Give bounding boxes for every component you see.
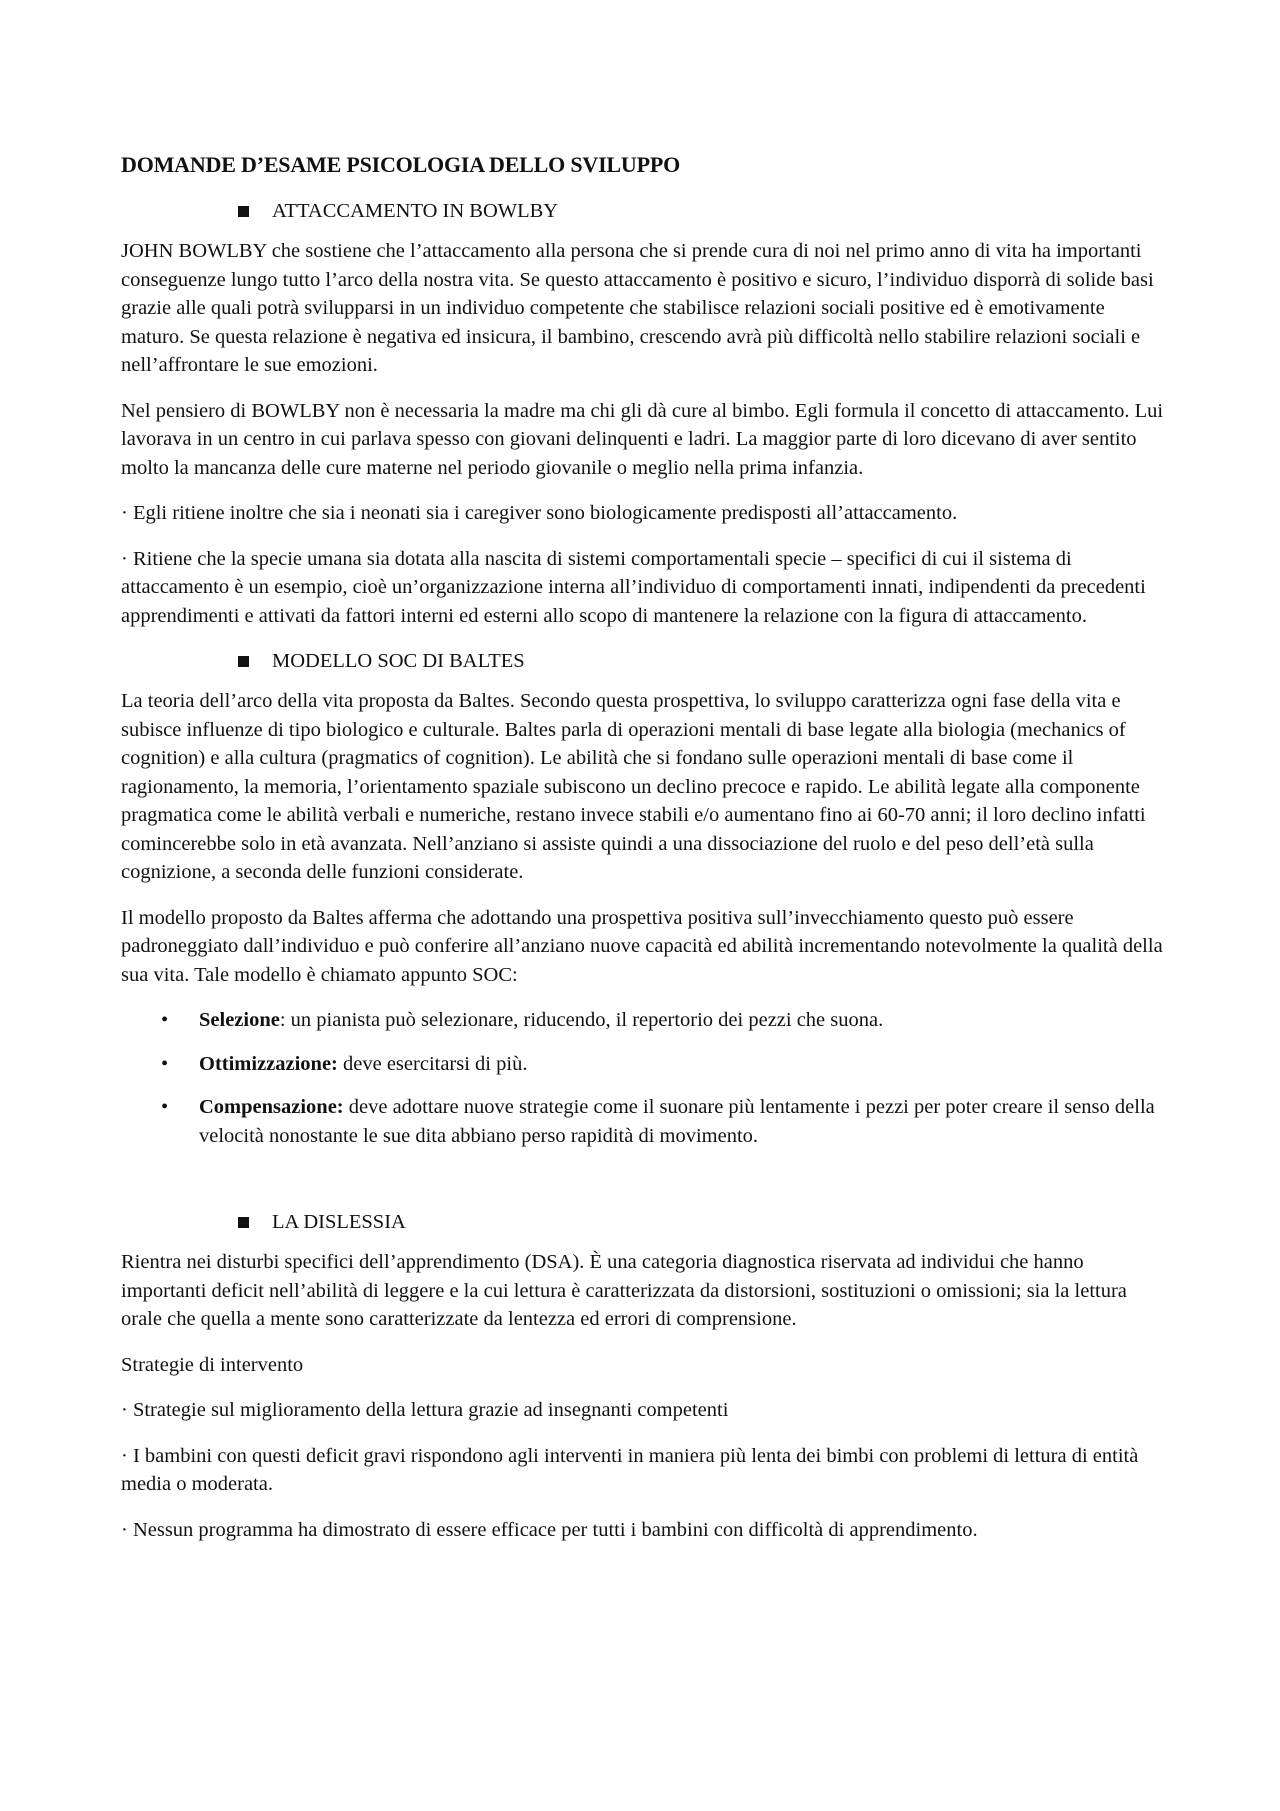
section-heading-label: LA DISLESSIA xyxy=(272,1211,406,1233)
bullet-text: deve adottare nuove strategie come il suonare più lentamente i pezzi per poter creare il senso della velocità nonostante le sue dita abbiano perso rapidità di movimento. xyxy=(199,1096,1155,1147)
paragraph: JOHN BOWLBY che sostiene che l’attaccamento alla persona che si prende cura di noi nel primo anno di vita ha importanti conseguenze lungo tutto l’arco della nostra vita. Se questo attaccamento è positivo e sicuro, l’individuo disporrà di solide basi grazie alle quali potrà svilupparsi in un individuo competente che stabilisce relazioni sociali positive ed è emotivamente maturo. Se questa relazione è negativa ed insicura, il bambino, crescendo avrà più difficoltà nello stabilire relazioni sociali e nell’affrontare le sue emozioni. xyxy=(121,240,1154,376)
page-title: DOMANDE D’ESAME PSICOLOGIA DELLO SVILUPPO xyxy=(121,152,680,177)
bullet-term: Selezione xyxy=(199,1009,280,1031)
paragraph: · Strategie sul miglioramento della lettura grazie ad insegnanti competenti xyxy=(121,1399,729,1421)
paragraph: Rientra nei disturbi specifici dell’apprendimento (DSA). È una categoria diagnostica riservata ad individui che hanno importanti deficit nell’abilità di leggere e la cui lettura è caratterizzata da distorsioni, sostituzioni o omissioni; sia la lettura orale che quella a mente sono caratterizzate da lentezza ed errori di comprensione. xyxy=(121,1251,1127,1330)
paragraph: Nel pensiero di BOWLBY non è necessaria la madre ma chi gli dà cure al bimbo. Egli formula il concetto di attaccamento. Lui lavorava in un centro in cui parlava spesso con giovani delinquenti e ladri. La maggior parte di loro dicevano di aver sentito molto la mancanza delle cure materne nel periodo giovanile o meglio nella prima infanzia. xyxy=(121,399,1164,479)
blank-line xyxy=(121,1167,1166,1208)
section-heading-label: MODELLO SOC DI BALTES xyxy=(272,650,525,672)
paragraph: La teoria dell’arco della vita proposta da Baltes. Secondo questa prospettiva, lo sviluppo caratterizza ogni fase della vita e subisce influenze di tipo biologico e culturale. Baltes parla di operazioni mentali di base legate alla biologia (mechanics of cognition) e alla cultura (pragmatics of cognition). Le abilità che si fondano sulle operazioni mentali di base come il ragionamento, la memoria, l’orientamento spaziale subiscono un declino precoce e rapido. Le abilità legate alla componente pragmatica come le abilità verbali e numeriche, restano invece stabili e/o aumentano fino ai 60-70 anni; il loro declino infatti comincerebbe solo in età avanzata. Nell’anziano si assiste quindi a una dissociazione del ruolo e del peso dell’età sulla cognizione, a seconda delle funzioni considerate. xyxy=(121,690,1146,883)
paragraph: · Egli ritiene inoltre che sia i neonati sia i caregiver sono biologicamente predisposti all’attaccamento. xyxy=(121,502,958,524)
list-item xyxy=(121,1093,1166,1150)
paragraph: · Nessun programma ha dimostrato di essere efficace per tutti i bambini con difficoltà di apprendimento. xyxy=(121,1518,978,1541)
bullet-text: : un pianista può selezionare, riducendo, il repertorio dei pezzi che suona. xyxy=(279,1009,884,1031)
document-body xyxy=(121,150,1166,1561)
section-heading-bowlby xyxy=(121,197,1166,225)
bullet-dot-icon: • xyxy=(161,1052,169,1075)
bullet-text: deve esercitarsi di più. xyxy=(337,1052,528,1075)
square-bullet-icon xyxy=(238,656,249,667)
square-bullet-icon xyxy=(238,206,249,217)
section-heading-label: ATTACCAMENTO IN BOWLBY xyxy=(272,200,559,222)
section-heading-dislessia xyxy=(121,1208,1166,1236)
paragraph: Strategie di intervento xyxy=(121,1353,304,1376)
bullet-dot-icon: • xyxy=(161,1009,169,1031)
soc-bullet-list xyxy=(121,1006,1166,1150)
paragraph: · I bambini con questi deficit gravi rispondono agli interventi in maniera più lenta dei bimbi con problemi di lettura di entità media o moderata. xyxy=(121,1444,1139,1495)
list-item xyxy=(121,1006,1166,1035)
paragraph: Il modello proposto da Baltes afferma che adottando una prospettiva positiva sull’invecchiamento questo può essere padroneggiato dall’individuo e può conferire all’anziano nuove capacità ed abilità incrementando notevolmente la qualità della sua vita. Tale modello è chiamato appunto SOC: xyxy=(121,906,1163,986)
list-item xyxy=(121,1050,1166,1079)
square-bullet-icon xyxy=(238,1217,249,1228)
bullet-term: Compensazione: xyxy=(199,1096,344,1118)
section-heading-baltes xyxy=(121,647,1166,675)
paragraph: · Ritiene che la specie umana sia dotata alla nascita di sistemi comportamentali specie – specifici di cui il sistema di attaccamento è un esempio, cioè un’organizzazione interna all’individuo di comportamenti innati, indipendenti da precedenti apprendimenti e attivati da fattori interni ed esterni allo scopo di mantenere la relazione con la figura di attaccamento. xyxy=(121,547,1146,627)
bullet-dot-icon: • xyxy=(161,1096,169,1118)
bullet-term: Ottimizzazione: xyxy=(199,1052,338,1075)
